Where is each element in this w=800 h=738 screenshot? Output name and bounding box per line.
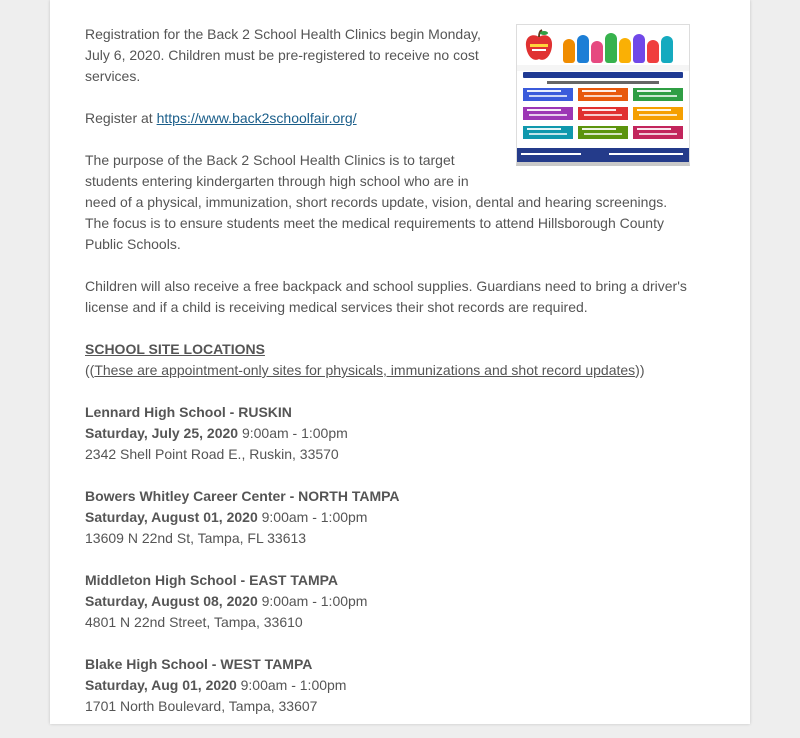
locations-section	[85, 339, 690, 381]
location-date: Saturday, July 25, 2020	[85, 425, 239, 441]
flyer-schedule-cell	[578, 107, 628, 120]
locations-note: ((These are appointment-only sites for physicals, immunizations and shot record updates))	[85, 362, 645, 378]
flyer-schedule-cell	[633, 88, 683, 101]
location-name: Blake High School - WEST TAMPA	[85, 656, 313, 672]
flyer-schedule-cell	[523, 126, 573, 139]
location-item	[85, 486, 690, 549]
location-date: Saturday, August 08, 2020	[85, 593, 258, 609]
children-photo	[561, 31, 683, 63]
flyer-footer	[517, 148, 689, 162]
apple-logo-icon	[523, 29, 555, 63]
register-link[interactable]: https://www.back2schoolfair.org/	[156, 110, 357, 126]
flyer-tagline	[517, 65, 689, 71]
registration-paragraph: Registration for the Back 2 School Health Clinics begin Monday, July 6, 2020. Children must be pre-registered to receive no cost services.	[85, 26, 481, 84]
location-time: 9:00am - 1:00pm	[257, 593, 368, 609]
flyer-title	[523, 72, 683, 78]
email-body	[85, 24, 690, 738]
flyer-schedule-cell	[633, 107, 683, 120]
register-prefix: Register at	[85, 110, 157, 126]
back-2-school-flyer-image	[516, 24, 690, 166]
location-time: 9:00am - 1:00pm	[236, 677, 347, 693]
location-item	[85, 570, 690, 633]
location-item	[85, 654, 690, 717]
location-date: Saturday, Aug 01, 2020	[85, 677, 237, 693]
location-name: Bowers Whitley Career Center - NORTH TAMPA	[85, 488, 400, 504]
purpose-paragraph: The purpose of the Back 2 School Health Clinics is to target students entering kindergarten through high school who are in need of a physical, immunization, short records update, vision, dental and hearing screenings. The focus is to ensure students meet the medical requirements to attend Hillsborough County Public Schools.	[85, 152, 668, 252]
location-time: 9:00am - 1:00pm	[238, 425, 348, 441]
location-address: 2342 Shell Point Road E., Ruskin, 33570	[85, 446, 339, 462]
flyer-schedule-cell	[578, 126, 628, 139]
flyer-schedule-cell	[633, 126, 683, 139]
flyer-schedule-cell	[523, 88, 573, 101]
locations-note-text: These are appointment-only sites for physicals, immunizations and shot record updates	[94, 362, 636, 378]
flyer-schedule-cell	[578, 88, 628, 101]
email-card	[50, 0, 750, 724]
location-name: Middleton High School - EAST TAMPA	[85, 572, 339, 588]
flyer-schedule-cell	[523, 107, 573, 120]
location-address: 4801 N 22nd Street, Tampa, 33610	[85, 614, 303, 630]
location-time: 9:00am - 1:00pm	[257, 509, 368, 525]
location-name: Lennard High School - RUSKIN	[85, 404, 292, 420]
locations-heading: SCHOOL SITE LOCATIONS	[85, 341, 265, 357]
flyer-subtitle	[547, 81, 659, 84]
location-item	[85, 402, 690, 465]
location-address: 13609 N 22nd St, Tampa, FL 33613	[85, 530, 307, 546]
location-address: 1701 North Boulevard, Tampa, 33607	[85, 698, 318, 714]
supplies-paragraph: Children will also receive a free backpack and school supplies. Guardians need to bring a driver's license and if a child is receiving medical services their shot records are required.	[85, 278, 687, 315]
location-date: Saturday, August 01, 2020	[85, 509, 258, 525]
